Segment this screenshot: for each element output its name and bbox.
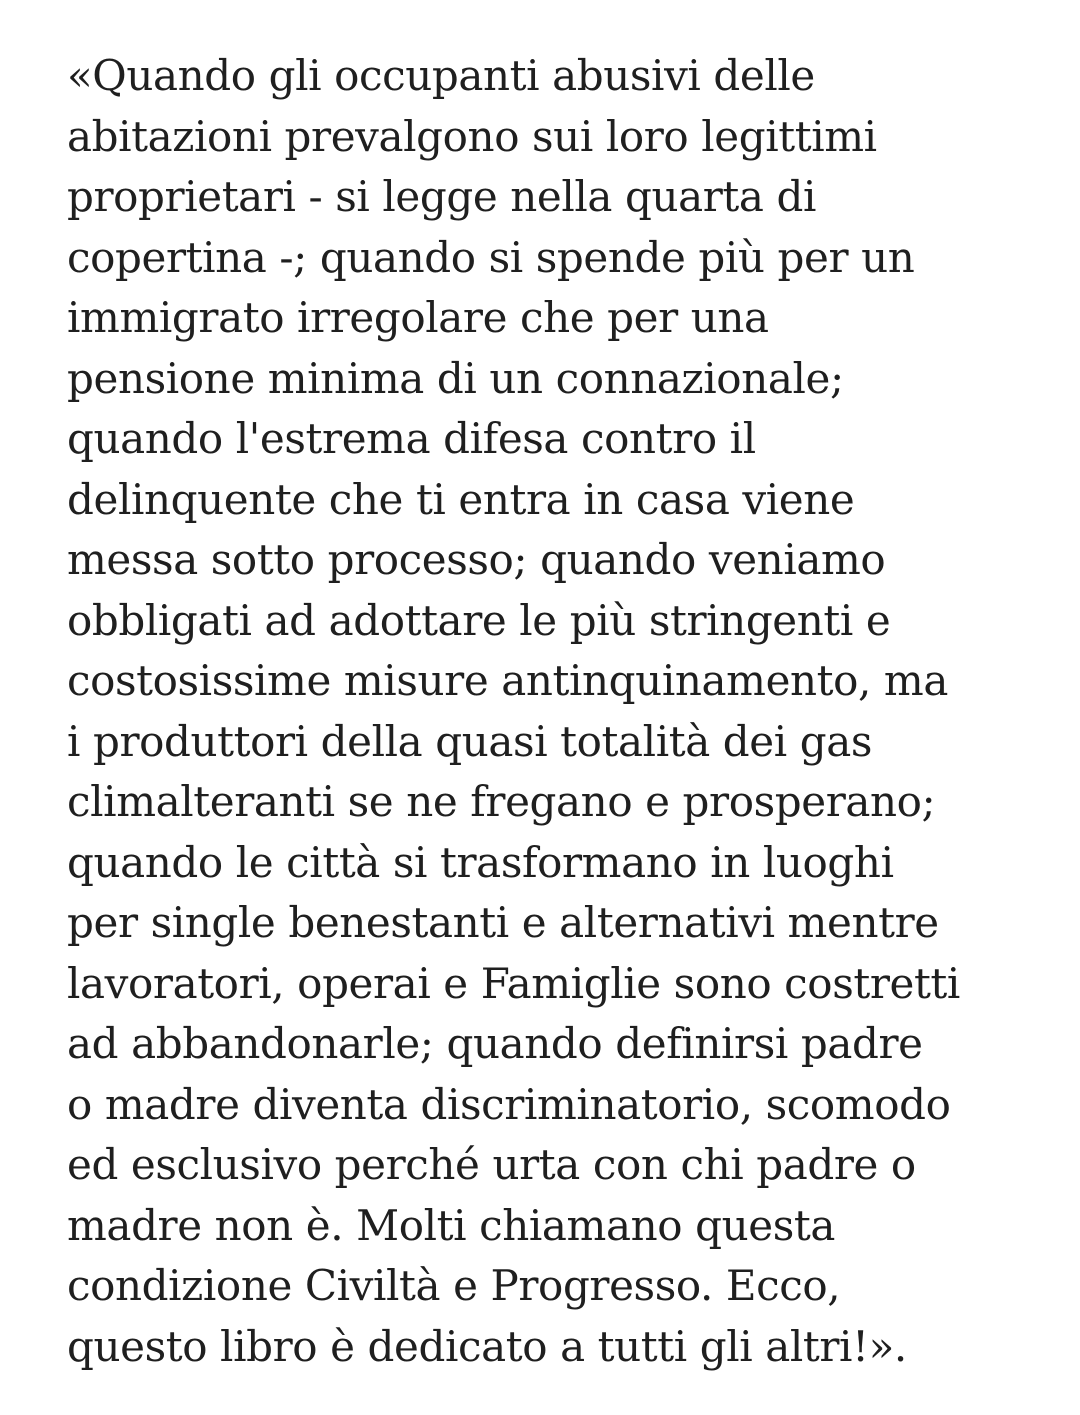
text-line: ad abbandonarle; quando definirsi padre	[67, 1019, 923, 1068]
text-line: ed esclusivo perché urta con chi padre o	[67, 1140, 916, 1189]
text-line: lavoratori, operai e Famiglie sono costretti	[67, 958, 960, 1008]
text-line: climalteranti se ne fregano e prosperano;	[67, 777, 936, 826]
text-line: quando l'estrema difesa contro il	[67, 414, 756, 463]
text-line: pensione minima di un connazionale;	[67, 353, 844, 403]
text-line: «Quando gli occupanti abusivi delle	[67, 51, 815, 100]
text-line: condizione Civiltà e Progresso. Ecco,	[67, 1261, 841, 1310]
text-line: i produttori della quasi totalità dei gas	[67, 716, 872, 766]
text-line: immigrato irregolare che per una	[67, 293, 769, 342]
text-line: delinquente che ti entra in casa viene	[67, 474, 855, 524]
text-line: abitazioni prevalgono sui loro legittimi	[67, 111, 877, 161]
text-line: proprietari - si legge nella quarta di	[67, 172, 817, 221]
text-line: o madre diventa discriminatorio, scomodo	[67, 1079, 951, 1129]
text-line: questo libro è dedicato a tutti gli altri!».	[67, 1321, 907, 1371]
text-line: per single benestanti e alternativi mentre	[67, 898, 939, 947]
quote-text-block	[67, 46, 1067, 1377]
text-line: quando le città si trasformano in luoghi	[67, 837, 894, 887]
text-line: obbligati ad adottare le più stringenti e	[67, 595, 891, 645]
text-line: messa sotto processo; quando veniamo	[67, 535, 886, 584]
text-line: copertina -; quando si spende più per un	[67, 232, 915, 282]
text-line: madre non è. Molti chiamano questa	[67, 1200, 835, 1250]
text-line: costosissime misure antinquinamento, ma	[67, 656, 949, 705]
